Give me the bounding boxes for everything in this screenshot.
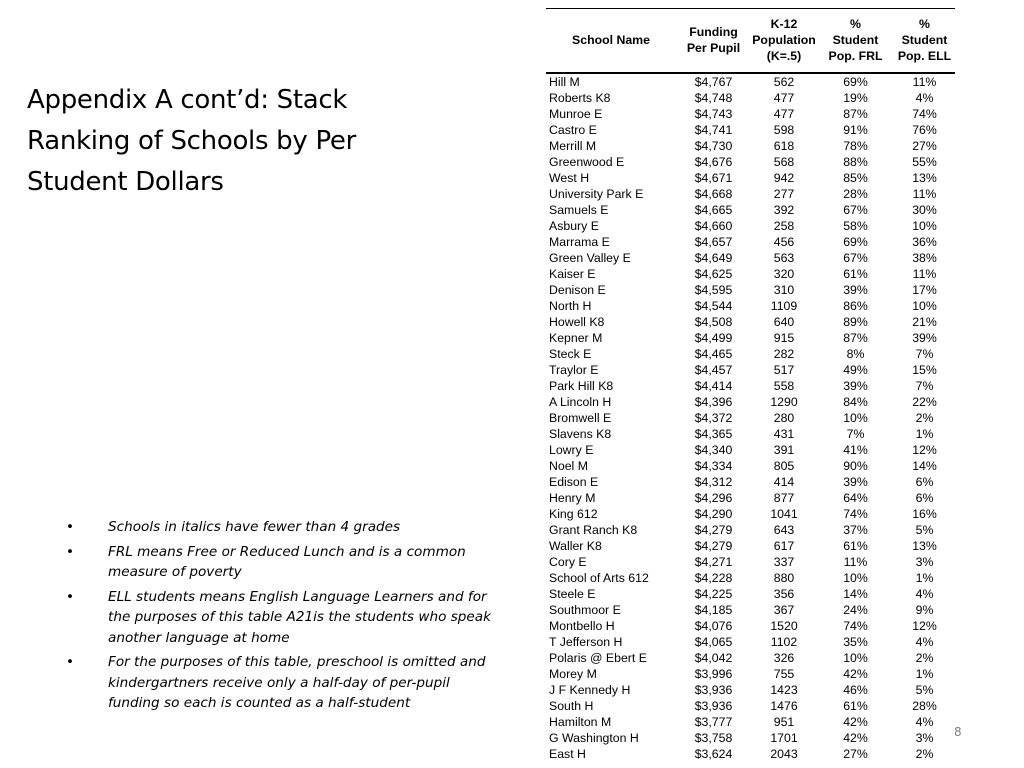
- table-row: [546, 602, 955, 618]
- ell-cell: 55%: [912, 154, 937, 169]
- school-name-cell: Morey M: [549, 666, 597, 681]
- page-number: 8: [954, 725, 962, 739]
- school-name-cell: Asbury E: [549, 218, 599, 233]
- population-cell: 282: [773, 346, 795, 361]
- population-cell: 391: [773, 442, 795, 457]
- funding-cell: $4,185: [694, 602, 733, 617]
- funding-cell: $4,271: [694, 554, 733, 569]
- ell-cell: 6%: [915, 490, 934, 505]
- frl-cell: 61%: [843, 698, 868, 713]
- funding-cell: $3,936: [694, 682, 733, 697]
- ell-cell: 22%: [912, 394, 937, 409]
- table-row: [546, 554, 955, 570]
- table-row: [546, 394, 955, 410]
- population-cell: 337: [773, 554, 795, 569]
- note-text: Schools in italics have fewer than 4 grades: [108, 519, 401, 535]
- school-name-cell: T Jefferson H: [549, 634, 623, 649]
- frl-cell: 87%: [843, 106, 868, 121]
- funding-cell: $3,996: [694, 666, 733, 681]
- ell-cell: 13%: [912, 170, 937, 185]
- ell-cell: 3%: [915, 554, 934, 569]
- school-name-cell: Green Valley E: [549, 250, 631, 265]
- school-name-cell: South H: [549, 698, 594, 713]
- table-row: [546, 666, 955, 682]
- table-row: [546, 458, 955, 474]
- population-cell: 310: [773, 282, 795, 297]
- ell-cell: 11%: [912, 74, 937, 89]
- population-cell: 1041: [770, 506, 798, 521]
- note-item: [66, 652, 498, 714]
- frl-cell: 91%: [843, 122, 868, 137]
- frl-cell: 14%: [843, 586, 868, 601]
- school-name-cell: Greenwood E: [549, 154, 625, 169]
- funding-cell: $3,758: [694, 730, 733, 745]
- table-row: [546, 426, 955, 442]
- school-name-cell: Southmoor E: [549, 602, 621, 617]
- population-cell: 1102: [770, 634, 798, 649]
- ell-cell: 1%: [915, 426, 934, 441]
- ell-cell: 4%: [915, 634, 934, 649]
- ell-cell: 10%: [912, 298, 937, 313]
- school-name-cell: Kaiser E: [549, 266, 596, 281]
- ell-cell: 11%: [912, 186, 937, 201]
- school-name-cell: Waller K8: [549, 538, 602, 553]
- funding-cell: $4,671: [694, 170, 733, 185]
- ell-cell: 14%: [912, 458, 937, 473]
- ell-cell: 13%: [912, 538, 937, 553]
- funding-cell: $4,396: [694, 394, 733, 409]
- frl-cell: 11%: [843, 554, 868, 569]
- population-cell: 1290: [770, 394, 798, 409]
- school-name-cell: Castro E: [549, 122, 597, 137]
- frl-cell: 58%: [843, 218, 868, 233]
- funding-cell: $4,228: [694, 570, 733, 585]
- frl-cell: 10%: [843, 650, 868, 665]
- table-row: [546, 282, 955, 298]
- table-row: [546, 266, 955, 282]
- frl-cell: 42%: [843, 730, 868, 745]
- school-name-cell: G Washington H: [549, 730, 639, 745]
- population-cell: 392: [773, 202, 795, 217]
- ell-cell: 12%: [912, 442, 937, 457]
- population-cell: 562: [773, 74, 795, 89]
- school-ranking-table: [546, 8, 955, 762]
- header-population: K-12 Population (K=.5): [752, 17, 816, 64]
- ell-cell: 39%: [912, 330, 937, 345]
- table-row: [546, 474, 955, 490]
- ell-cell: 4%: [915, 714, 934, 729]
- school-name-cell: Slavens K8: [549, 426, 612, 441]
- bullet-icon: •: [66, 588, 75, 605]
- ell-cell: 27%: [912, 138, 937, 153]
- ell-cell: 16%: [912, 506, 937, 521]
- table-row: [546, 314, 955, 330]
- school-name-cell: Howell K8: [549, 314, 605, 329]
- population-cell: 617: [773, 538, 795, 553]
- frl-cell: 69%: [843, 234, 868, 249]
- note-text: ELL students means English Language Learners and for the purposes of this table A21is the students who speak another language at home: [108, 588, 491, 646]
- school-name-cell: Steele E: [549, 586, 596, 601]
- header-funding-per-pupil: Funding Per Pupil: [686, 25, 741, 56]
- population-cell: 598: [773, 122, 795, 137]
- table-row: [546, 746, 955, 762]
- frl-cell: 42%: [843, 714, 868, 729]
- frl-cell: 7%: [846, 426, 865, 441]
- frl-cell: 86%: [843, 298, 868, 313]
- funding-cell: $4,334: [694, 458, 733, 473]
- population-cell: 1701: [770, 730, 798, 745]
- header-pct-frl: % Student Pop. FRL: [828, 17, 883, 64]
- funding-cell: $4,414: [694, 378, 733, 393]
- table-row: [546, 218, 955, 234]
- school-name-cell: North H: [549, 298, 592, 313]
- population-cell: 755: [773, 666, 795, 681]
- school-name-cell: Merrill M: [549, 138, 597, 153]
- funding-cell: $4,312: [694, 474, 733, 489]
- population-cell: 280: [773, 410, 795, 425]
- population-cell: 643: [773, 522, 795, 537]
- table-row: [546, 618, 955, 634]
- ell-cell: 2%: [915, 410, 934, 425]
- population-cell: 618: [773, 138, 795, 153]
- funding-cell: $4,660: [694, 218, 733, 233]
- frl-cell: 78%: [843, 138, 868, 153]
- table-row: [546, 634, 955, 650]
- funding-cell: $3,777: [694, 714, 733, 729]
- ell-cell: 12%: [912, 618, 937, 633]
- ell-cell: 28%: [912, 698, 937, 713]
- frl-cell: 88%: [843, 154, 868, 169]
- funding-cell: $3,624: [694, 746, 733, 761]
- note-text: FRL means Free or Reduced Lunch and is a common measure of poverty: [108, 543, 466, 580]
- funding-cell: $4,279: [694, 522, 733, 537]
- ell-cell: 21%: [912, 314, 937, 329]
- school-name-cell: Montbello H: [549, 618, 615, 633]
- funding-cell: $4,741: [694, 122, 733, 137]
- table-row: [546, 106, 955, 122]
- funding-cell: $4,730: [694, 138, 733, 153]
- table-header: [546, 9, 955, 73]
- frl-cell: 10%: [843, 570, 868, 585]
- school-name-cell: Park Hill K8: [549, 378, 614, 393]
- frl-cell: 37%: [843, 522, 868, 537]
- frl-cell: 46%: [843, 682, 868, 697]
- bullet-icon: •: [66, 654, 75, 670]
- funding-cell: $3,936: [694, 698, 733, 713]
- population-cell: 320: [773, 266, 795, 281]
- funding-cell: $4,508: [694, 314, 733, 329]
- school-name-cell: Denison E: [549, 282, 606, 297]
- table-row: [546, 186, 955, 202]
- funding-cell: $4,748: [694, 90, 733, 105]
- frl-cell: 74%: [843, 618, 868, 633]
- population-cell: 326: [773, 650, 795, 665]
- population-cell: 477: [773, 90, 795, 105]
- population-cell: 517: [773, 362, 795, 377]
- frl-cell: 49%: [843, 362, 868, 377]
- population-cell: 1520: [770, 618, 798, 633]
- funding-cell: $4,457: [694, 362, 733, 377]
- population-cell: 431: [773, 426, 795, 441]
- ell-cell: 30%: [912, 202, 937, 217]
- frl-cell: 27%: [843, 746, 868, 761]
- ell-cell: 4%: [915, 90, 934, 105]
- school-name-cell: Lowry E: [549, 442, 594, 457]
- table-row: [546, 138, 955, 154]
- school-name-cell: Hill M: [549, 74, 580, 89]
- school-name-cell: Polaris @ Ebert E: [549, 650, 647, 665]
- school-name-cell: J F Kennedy H: [549, 682, 631, 697]
- school-name-cell: School of Arts 612: [549, 570, 649, 585]
- frl-cell: 24%: [843, 602, 868, 617]
- table-row: [546, 122, 955, 138]
- table-row: [546, 714, 955, 730]
- table-row: [546, 442, 955, 458]
- table-row: [546, 538, 955, 554]
- table-row: [546, 650, 955, 666]
- population-cell: 563: [773, 250, 795, 265]
- bullet-icon: •: [66, 519, 75, 535]
- frl-cell: 42%: [843, 666, 868, 681]
- school-name-cell: A Lincoln H: [549, 394, 612, 409]
- note-item: [66, 517, 498, 538]
- school-name-cell: Noel M: [549, 458, 588, 473]
- population-cell: 367: [773, 602, 795, 617]
- ell-cell: 17%: [912, 282, 937, 297]
- population-cell: 414: [773, 474, 795, 489]
- table-row: [546, 682, 955, 698]
- frl-cell: 84%: [843, 394, 868, 409]
- school-name-cell: Marrama E: [549, 234, 610, 249]
- table-row: [546, 730, 955, 746]
- population-cell: 568: [773, 154, 795, 169]
- header-school-name: School Name: [572, 33, 650, 48]
- population-cell: 640: [773, 314, 795, 329]
- population-cell: 456: [773, 234, 795, 249]
- population-cell: 915: [773, 330, 795, 345]
- school-name-cell: East H: [549, 746, 586, 761]
- funding-cell: $4,544: [694, 298, 733, 313]
- population-cell: 951: [773, 714, 795, 729]
- header-pct-ell: % Student Pop. ELL: [897, 17, 952, 64]
- frl-cell: 85%: [843, 170, 868, 185]
- funding-cell: $4,076: [694, 618, 733, 633]
- school-name-cell: Hamilton M: [549, 714, 612, 729]
- funding-cell: $4,767: [694, 74, 733, 89]
- table-row: [546, 90, 955, 106]
- ell-cell: 2%: [915, 650, 934, 665]
- table-row: [546, 410, 955, 426]
- table-row: [546, 330, 955, 346]
- population-cell: 356: [773, 586, 795, 601]
- frl-cell: 67%: [843, 202, 868, 217]
- population-cell: 880: [773, 570, 795, 585]
- funding-cell: $4,657: [694, 234, 733, 249]
- funding-cell: $4,365: [694, 426, 733, 441]
- ell-cell: 6%: [915, 474, 934, 489]
- population-cell: 1476: [770, 698, 798, 713]
- notes-list: [66, 517, 498, 718]
- ell-cell: 7%: [915, 378, 934, 393]
- frl-cell: 90%: [843, 458, 868, 473]
- ell-cell: 5%: [915, 522, 934, 537]
- funding-cell: $4,743: [694, 106, 733, 121]
- frl-cell: 8%: [846, 346, 865, 361]
- ell-cell: 74%: [912, 106, 937, 121]
- frl-cell: 41%: [843, 442, 868, 457]
- table-row: [546, 234, 955, 250]
- frl-cell: 39%: [843, 282, 868, 297]
- ell-cell: 4%: [915, 586, 934, 601]
- frl-cell: 87%: [843, 330, 868, 345]
- table-row: [546, 698, 955, 714]
- population-cell: 942: [773, 170, 795, 185]
- note-item: [66, 542, 498, 583]
- school-name-cell: Traylor E: [549, 362, 599, 377]
- school-name-cell: Bromwell E: [549, 410, 612, 425]
- funding-cell: $4,279: [694, 538, 733, 553]
- population-cell: 1109: [770, 298, 798, 313]
- funding-cell: $4,340: [694, 442, 733, 457]
- school-name-cell: King 612: [549, 506, 598, 521]
- ell-cell: 36%: [912, 234, 937, 249]
- school-name-cell: Munroe E: [549, 106, 603, 121]
- ell-cell: 3%: [915, 730, 934, 745]
- school-name-cell: Edison E: [549, 474, 599, 489]
- funding-cell: $4,595: [694, 282, 733, 297]
- ell-cell: 5%: [915, 682, 934, 697]
- school-name-cell: Samuels E: [549, 202, 609, 217]
- funding-cell: $4,625: [694, 266, 733, 281]
- table-row: [546, 250, 955, 266]
- ell-cell: 76%: [912, 122, 937, 137]
- frl-cell: 10%: [843, 410, 868, 425]
- frl-cell: 35%: [843, 634, 868, 649]
- population-cell: 805: [773, 458, 795, 473]
- funding-cell: $4,665: [694, 202, 733, 217]
- funding-cell: $4,290: [694, 506, 733, 521]
- table-row: [546, 506, 955, 522]
- school-name-cell: Cory E: [549, 554, 587, 569]
- school-name-cell: Grant Ranch K8: [549, 522, 638, 537]
- funding-cell: $4,065: [694, 634, 733, 649]
- ell-cell: 11%: [912, 266, 937, 281]
- table-row: [546, 378, 955, 394]
- note-text: For the purposes of this table, preschool is omitted and kindergartners receive only a half-day of per-pupil funding so each is counted as a half-student: [108, 654, 486, 711]
- table-row: [546, 490, 955, 506]
- frl-cell: 74%: [843, 506, 868, 521]
- population-cell: 277: [773, 186, 795, 201]
- school-name-cell: University Park E: [549, 186, 644, 201]
- ell-cell: 7%: [915, 346, 934, 361]
- table-row: [546, 170, 955, 186]
- school-name-cell: Kepner M: [549, 330, 603, 345]
- school-name-cell: West H: [549, 170, 590, 185]
- frl-cell: 39%: [843, 378, 868, 393]
- funding-cell: $4,042: [694, 650, 733, 665]
- ell-cell: 9%: [915, 602, 934, 617]
- frl-cell: 28%: [843, 186, 868, 201]
- table-row: [546, 202, 955, 218]
- ell-cell: 2%: [915, 746, 934, 761]
- note-item: [66, 587, 498, 649]
- funding-cell: $4,499: [694, 330, 733, 345]
- population-cell: 877: [773, 490, 795, 505]
- school-name-cell: Henry M: [549, 490, 596, 505]
- population-cell: 258: [773, 218, 795, 233]
- population-cell: 558: [773, 378, 795, 393]
- population-cell: 1423: [770, 682, 798, 697]
- ell-cell: 38%: [912, 250, 937, 265]
- slide-title: Appendix A cont’d: Stack Ranking of Schools by Per Student Dollars: [27, 85, 356, 197]
- bullet-icon: •: [66, 543, 75, 560]
- table-row: [546, 298, 955, 314]
- ell-cell: 10%: [912, 218, 937, 233]
- frl-cell: 64%: [843, 490, 868, 505]
- population-cell: 477: [773, 106, 795, 121]
- school-name-cell: Roberts K8: [549, 90, 611, 105]
- frl-cell: 19%: [843, 90, 868, 105]
- funding-cell: $4,668: [694, 186, 733, 201]
- ell-cell: 1%: [915, 666, 934, 681]
- school-name-cell: Steck E: [549, 346, 592, 361]
- table-body: [546, 73, 955, 762]
- frl-cell: 61%: [843, 266, 868, 281]
- table-row: [546, 346, 955, 362]
- population-cell: 2043: [770, 746, 798, 761]
- funding-cell: $4,296: [694, 490, 733, 505]
- funding-cell: $4,465: [694, 346, 733, 361]
- funding-cell: $4,676: [694, 154, 733, 169]
- table-row: [546, 570, 955, 586]
- frl-cell: 67%: [843, 250, 868, 265]
- frl-cell: 39%: [843, 474, 868, 489]
- frl-cell: 69%: [843, 74, 868, 89]
- frl-cell: 61%: [843, 538, 868, 553]
- funding-cell: $4,649: [694, 250, 733, 265]
- ell-cell: 1%: [915, 570, 934, 585]
- ell-cell: 15%: [912, 362, 937, 377]
- table-row: [546, 586, 955, 602]
- table-row: [546, 73, 955, 90]
- funding-cell: $4,225: [694, 586, 733, 601]
- table-row: [546, 154, 955, 170]
- table-row: [546, 522, 955, 538]
- funding-cell: $4,372: [694, 410, 733, 425]
- table-row: [546, 362, 955, 378]
- frl-cell: 89%: [843, 314, 868, 329]
